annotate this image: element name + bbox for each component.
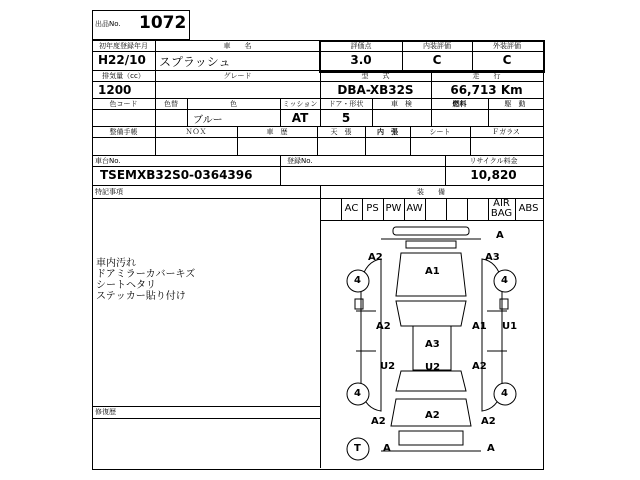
equip-line <box>467 198 468 220</box>
color-value: ブルー <box>193 115 223 126</box>
wheel-front-right-value: 4 <box>501 275 508 286</box>
row-line <box>92 406 320 407</box>
score-value: 3.0 <box>350 53 372 67</box>
name-label: 車 名 <box>223 42 252 50</box>
lot-label: 出品No. <box>95 20 121 28</box>
history-label: 車 歴 <box>266 128 288 136</box>
recycle-value: 10,820 <box>470 168 517 182</box>
lot-number: 1072 <box>139 13 187 33</box>
damage-mark: U1 <box>502 321 518 332</box>
equip-pw: PW <box>385 203 402 214</box>
color-change-label: 色替 <box>164 100 178 108</box>
equip-line <box>425 198 426 220</box>
model-label: 型 式 <box>361 72 390 80</box>
grade-label: グレード <box>223 72 252 80</box>
equip-abs: ABS <box>518 203 539 214</box>
row-line <box>92 98 543 99</box>
exterior-value: C <box>502 53 512 67</box>
model-value: DBA-XB32S <box>337 83 414 97</box>
damage-mark: A2 <box>368 252 383 263</box>
note-line: ステッカー貼り付け <box>96 291 186 302</box>
drive-label: 駆 動 <box>504 100 526 108</box>
spare-tire-value: T <box>354 443 361 454</box>
inner-label: 内 張 <box>377 128 398 136</box>
mileage-label: 走 行 <box>472 72 501 80</box>
equipment-label: 装 備 <box>417 188 445 196</box>
row-line <box>92 109 543 110</box>
damage-mark: A1 <box>425 266 440 277</box>
chassis-label: 車台No. <box>95 157 121 165</box>
glass-label: Ｆガラス <box>492 128 520 136</box>
cc-label: 排気量（cc） <box>102 72 145 80</box>
row-line <box>92 166 543 167</box>
row-line <box>92 155 543 156</box>
reg-label: 初年度登録年月 <box>99 42 148 50</box>
mileage-value: 66,713 Km <box>450 83 523 97</box>
cc-value: 1200 <box>98 83 132 97</box>
equip-airbag: AIR BAG <box>490 198 513 219</box>
damage-mark: A <box>487 443 495 454</box>
color-label: 色 <box>230 100 237 108</box>
nox-label: ＮＯＸ <box>185 128 207 136</box>
row-line <box>92 185 543 186</box>
notes-label: 特記事項 <box>95 188 123 196</box>
doors-label: ドア・形状 <box>328 100 364 108</box>
damage-mark: A3 <box>485 252 500 263</box>
interior-value: C <box>432 53 442 67</box>
equip-line <box>446 198 447 220</box>
wheel-rear-right-value: 4 <box>501 388 508 399</box>
seat-label: シート <box>429 128 451 136</box>
row-line <box>92 81 543 82</box>
recycle-label: リサイクル料金 <box>469 157 518 165</box>
repair-label: 修復歴 <box>95 408 116 416</box>
wheel-rear-left-value: 4 <box>354 388 361 399</box>
exterior-label: 外装評価 <box>493 42 521 50</box>
doors-value: 5 <box>341 111 351 125</box>
mission-label: ミッション <box>282 100 318 108</box>
name-value: スプラッシュ <box>159 55 231 69</box>
reg-value: H22/10 <box>98 53 146 67</box>
note-line: シートヘタリ <box>96 280 156 291</box>
row-line <box>92 198 543 199</box>
damage-mark: A <box>496 230 504 241</box>
chassis-value: TSEMXB32S0-0364396 <box>100 168 253 182</box>
damage-mark: A2 <box>371 416 386 427</box>
manual-label: 整備手帳 <box>109 128 138 136</box>
col-line <box>280 155 281 185</box>
sunroof-label: 天 張 <box>330 128 352 136</box>
fuel-label: 燃料 <box>452 100 467 108</box>
damage-mark: A1 <box>472 321 487 332</box>
wheel-front-left-value: 4 <box>354 275 361 286</box>
damage-mark: A2 <box>425 410 440 421</box>
damage-mark: A2 <box>472 361 487 372</box>
damage-mark: A <box>383 443 391 454</box>
note-line: 車内汚れ <box>96 258 136 269</box>
color-code-label: 色コード <box>109 100 138 108</box>
note-line: ドアミラーカバーキズ <box>96 269 196 280</box>
interior-label: 内装評価 <box>423 42 451 50</box>
damage-mark: U2 <box>425 362 441 373</box>
row-line <box>92 418 320 419</box>
equip-aw: AW <box>406 203 423 214</box>
damage-mark: A3 <box>425 339 440 350</box>
mission-value: AT <box>291 111 309 125</box>
damage-mark: A2 <box>481 416 496 427</box>
damage-mark: U2 <box>380 361 396 372</box>
plate-label: 登録No. <box>287 157 313 165</box>
equip-ac: AC <box>344 203 359 214</box>
score-label: 評価点 <box>350 42 372 50</box>
damage-mark: A2 <box>376 321 391 332</box>
inspection-label: 車 検 <box>391 100 412 108</box>
equip-ps: PS <box>366 203 379 214</box>
